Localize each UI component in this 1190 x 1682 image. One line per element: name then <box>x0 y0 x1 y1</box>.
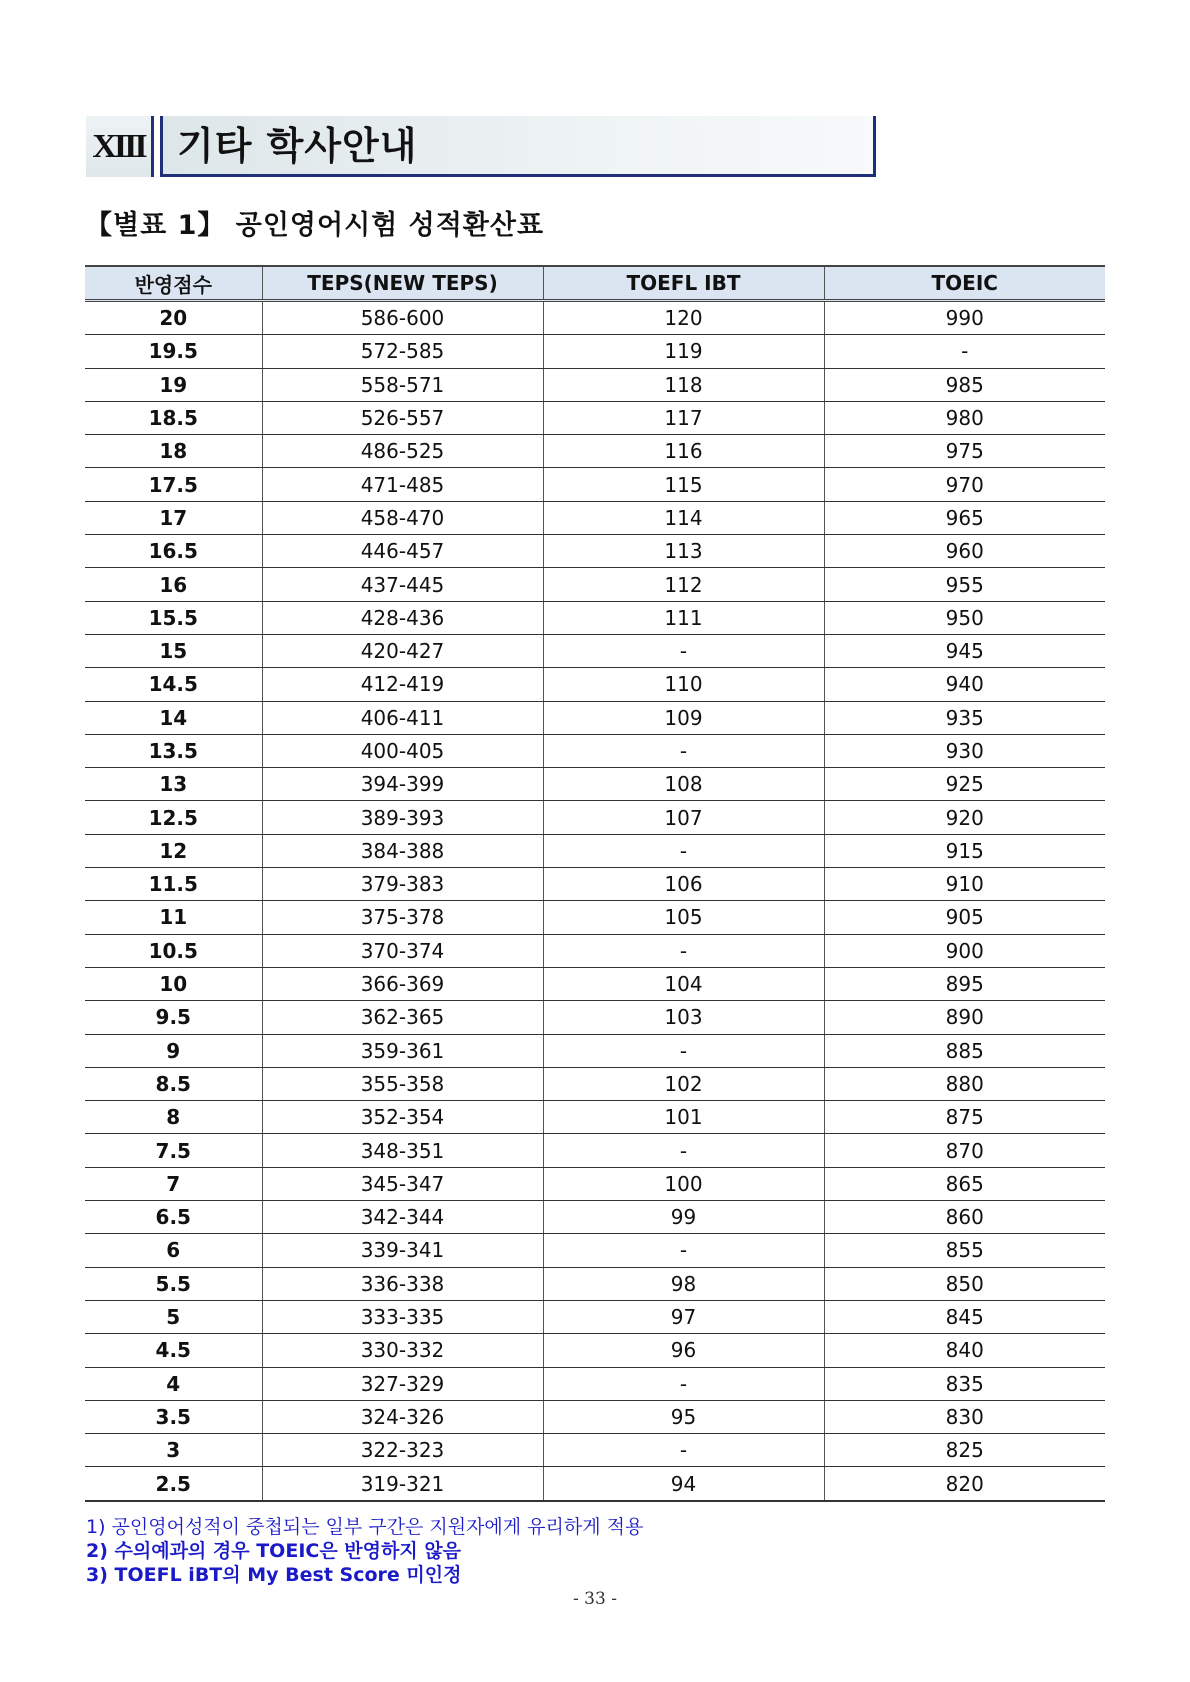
cell-toeic: 880 <box>824 1067 1105 1100</box>
table-row <box>85 868 1105 901</box>
cell-teps: 375-378 <box>262 901 543 934</box>
footnotes <box>86 1515 643 1587</box>
cell-toefl: 113 <box>543 535 824 568</box>
cell-toeic: 930 <box>824 734 1105 767</box>
cell-toeic: - <box>824 335 1105 368</box>
cell-toeic: 830 <box>824 1400 1105 1433</box>
table-row <box>85 1434 1105 1467</box>
table-row <box>85 435 1105 468</box>
cell-score: 18 <box>85 435 262 468</box>
cell-toeic: 825 <box>824 1434 1105 1467</box>
cell-teps: 420-427 <box>262 634 543 667</box>
cell-score: 14.5 <box>85 668 262 701</box>
table-row <box>85 335 1105 368</box>
cell-toefl: 115 <box>543 468 824 501</box>
cell-toefl: - <box>543 1434 824 1467</box>
cell-teps: 319-321 <box>262 1467 543 1501</box>
header-toeic: TOEIC <box>824 266 1105 301</box>
table-row <box>85 1167 1105 1200</box>
cell-score: 4 <box>85 1367 262 1400</box>
table-row <box>85 634 1105 667</box>
cell-toefl: 116 <box>543 435 824 468</box>
cell-toeic: 875 <box>824 1101 1105 1134</box>
cell-score: 18.5 <box>85 401 262 434</box>
table-header-row <box>85 266 1105 301</box>
cell-teps: 406-411 <box>262 701 543 734</box>
cell-toefl: - <box>543 634 824 667</box>
score-conversion-table <box>85 265 1105 1502</box>
table-row <box>85 1067 1105 1100</box>
cell-score: 11 <box>85 901 262 934</box>
table-row <box>85 1400 1105 1433</box>
cell-teps: 359-361 <box>262 1034 543 1067</box>
cell-score: 7.5 <box>85 1134 262 1167</box>
cell-teps: 586-600 <box>262 301 543 335</box>
cell-score: 10.5 <box>85 934 262 967</box>
cell-toefl: 112 <box>543 568 824 601</box>
cell-teps: 339-341 <box>262 1234 543 1267</box>
cell-toefl: 119 <box>543 335 824 368</box>
table-row <box>85 1234 1105 1267</box>
table-row <box>85 967 1105 1000</box>
cell-toeic: 975 <box>824 435 1105 468</box>
cell-toeic: 965 <box>824 501 1105 534</box>
cell-teps: 327-329 <box>262 1367 543 1400</box>
cell-toefl: 117 <box>543 401 824 434</box>
cell-toefl: 104 <box>543 967 824 1000</box>
cell-toeic: 870 <box>824 1134 1105 1167</box>
cell-teps: 446-457 <box>262 535 543 568</box>
table-row <box>85 1300 1105 1333</box>
cell-score: 19 <box>85 368 262 401</box>
table-body <box>85 301 1105 1501</box>
table-row <box>85 401 1105 434</box>
cell-teps: 572-585 <box>262 335 543 368</box>
cell-score: 4.5 <box>85 1334 262 1367</box>
cell-toeic: 935 <box>824 701 1105 734</box>
cell-teps: 336-338 <box>262 1267 543 1300</box>
cell-toeic: 890 <box>824 1001 1105 1034</box>
cell-toefl: 118 <box>543 368 824 401</box>
cell-toeic: 990 <box>824 301 1105 335</box>
cell-teps: 322-323 <box>262 1434 543 1467</box>
cell-score: 16.5 <box>85 535 262 568</box>
chapter-title: 기타 학사안내 <box>177 124 418 168</box>
cell-toefl: - <box>543 834 824 867</box>
cell-teps: 370-374 <box>262 934 543 967</box>
cell-toefl: 108 <box>543 768 824 801</box>
cell-score: 12.5 <box>85 801 262 834</box>
cell-score: 8 <box>85 1101 262 1134</box>
cell-toefl: 107 <box>543 801 824 834</box>
chapter-title-bar <box>160 116 876 177</box>
cell-teps: 384-388 <box>262 834 543 867</box>
table-row <box>85 668 1105 701</box>
chapter-header <box>86 116 876 177</box>
cell-teps: 389-393 <box>262 801 543 834</box>
cell-teps: 486-525 <box>262 435 543 468</box>
cell-teps: 394-399 <box>262 768 543 801</box>
cell-toefl: 120 <box>543 301 824 335</box>
table-row <box>85 801 1105 834</box>
cell-teps: 558-571 <box>262 368 543 401</box>
table-row <box>85 601 1105 634</box>
cell-score: 19.5 <box>85 335 262 368</box>
footnote-2: 2) 수의예과의 경우 TOEIC은 반영하지 않음 <box>86 1540 462 1562</box>
cell-toefl: 95 <box>543 1400 824 1433</box>
cell-teps: 526-557 <box>262 401 543 434</box>
table-row <box>85 734 1105 767</box>
cell-toefl: - <box>543 1134 824 1167</box>
cell-toefl: 97 <box>543 1300 824 1333</box>
cell-score: 15 <box>85 634 262 667</box>
cell-teps: 324-326 <box>262 1400 543 1433</box>
header-score: 반영점수 <box>85 266 262 301</box>
cell-toeic: 960 <box>824 535 1105 568</box>
cell-toeic: 915 <box>824 834 1105 867</box>
cell-teps: 352-354 <box>262 1101 543 1134</box>
cell-teps: 400-405 <box>262 734 543 767</box>
cell-toeic: 955 <box>824 568 1105 601</box>
table-row <box>85 1334 1105 1367</box>
cell-toeic: 910 <box>824 868 1105 901</box>
cell-teps: 345-347 <box>262 1167 543 1200</box>
cell-score: 7 <box>85 1167 262 1200</box>
cell-score: 14 <box>85 701 262 734</box>
cell-toefl: 98 <box>543 1267 824 1300</box>
cell-score: 16 <box>85 568 262 601</box>
cell-toefl: 110 <box>543 668 824 701</box>
table-row <box>85 1467 1105 1501</box>
cell-teps: 366-369 <box>262 967 543 1000</box>
cell-toefl: 114 <box>543 501 824 534</box>
cell-teps: 412-419 <box>262 668 543 701</box>
cell-toeic: 940 <box>824 668 1105 701</box>
footnote-1: 1) 공인영어성적이 중첩되는 일부 구간은 지원자에게 유리하게 적용 <box>86 1516 644 1538</box>
cell-score: 10 <box>85 967 262 1000</box>
cell-score: 17 <box>85 501 262 534</box>
table-row <box>85 301 1105 335</box>
cell-teps: 458-470 <box>262 501 543 534</box>
page-number: - 33 - <box>573 1589 617 1609</box>
cell-toefl: 103 <box>543 1001 824 1034</box>
cell-toefl: - <box>543 1034 824 1067</box>
cell-toefl: - <box>543 934 824 967</box>
cell-toeic: 865 <box>824 1167 1105 1200</box>
table-row <box>85 1267 1105 1300</box>
table-row <box>85 934 1105 967</box>
cell-toeic: 840 <box>824 1334 1105 1367</box>
cell-score: 6 <box>85 1234 262 1267</box>
cell-score: 20 <box>85 301 262 335</box>
chapter-number: XIII <box>86 116 154 177</box>
cell-score: 9 <box>85 1034 262 1067</box>
table-row <box>85 1001 1105 1034</box>
cell-teps: 437-445 <box>262 568 543 601</box>
header-toefl: TOEFL IBT <box>543 266 824 301</box>
table-row <box>85 701 1105 734</box>
cell-toeic: 985 <box>824 368 1105 401</box>
cell-score: 6.5 <box>85 1201 262 1234</box>
cell-toeic: 895 <box>824 967 1105 1000</box>
cell-toeic: 970 <box>824 468 1105 501</box>
cell-score: 8.5 <box>85 1067 262 1100</box>
cell-teps: 379-383 <box>262 868 543 901</box>
table-row <box>85 1201 1105 1234</box>
header-teps: TEPS(NEW TEPS) <box>262 266 543 301</box>
table-row <box>85 501 1105 534</box>
cell-score: 3.5 <box>85 1400 262 1433</box>
table-row <box>85 535 1105 568</box>
cell-teps: 428-436 <box>262 601 543 634</box>
cell-teps: 333-335 <box>262 1300 543 1333</box>
cell-teps: 342-344 <box>262 1201 543 1234</box>
table-row <box>85 1134 1105 1167</box>
cell-toeic: 885 <box>824 1034 1105 1067</box>
cell-score: 11.5 <box>85 868 262 901</box>
cell-toefl: 96 <box>543 1334 824 1367</box>
cell-toeic: 850 <box>824 1267 1105 1300</box>
cell-toeic: 950 <box>824 601 1105 634</box>
cell-score: 15.5 <box>85 601 262 634</box>
cell-toeic: 980 <box>824 401 1105 434</box>
table-row <box>85 768 1105 801</box>
table-title: 【별표 1】 공인영어시험 성적환산표 <box>85 210 545 241</box>
table-row <box>85 1034 1105 1067</box>
table-row <box>85 1101 1105 1134</box>
table-row <box>85 1367 1105 1400</box>
cell-toeic: 900 <box>824 934 1105 967</box>
cell-score: 3 <box>85 1434 262 1467</box>
cell-toeic: 835 <box>824 1367 1105 1400</box>
cell-teps: 471-485 <box>262 468 543 501</box>
table-row <box>85 568 1105 601</box>
cell-toefl: 94 <box>543 1467 824 1501</box>
cell-toefl: 99 <box>543 1201 824 1234</box>
cell-toefl: 100 <box>543 1167 824 1200</box>
cell-teps: 330-332 <box>262 1334 543 1367</box>
cell-toeic: 920 <box>824 801 1105 834</box>
cell-toefl: 105 <box>543 901 824 934</box>
cell-toefl: - <box>543 734 824 767</box>
cell-toefl: - <box>543 1234 824 1267</box>
cell-teps: 355-358 <box>262 1067 543 1100</box>
cell-toeic: 855 <box>824 1234 1105 1267</box>
cell-teps: 362-365 <box>262 1001 543 1034</box>
cell-score: 5.5 <box>85 1267 262 1300</box>
cell-toefl: 101 <box>543 1101 824 1134</box>
cell-toeic: 845 <box>824 1300 1105 1333</box>
cell-toefl: 109 <box>543 701 824 734</box>
cell-toeic: 925 <box>824 768 1105 801</box>
table-row <box>85 834 1105 867</box>
cell-toefl: - <box>543 1367 824 1400</box>
table-row <box>85 901 1105 934</box>
cell-score: 17.5 <box>85 468 262 501</box>
cell-score: 13 <box>85 768 262 801</box>
footnote-3: 3) TOEFL iBT의 My Best Score 미인정 <box>86 1564 462 1586</box>
cell-teps: 348-351 <box>262 1134 543 1167</box>
cell-score: 9.5 <box>85 1001 262 1034</box>
cell-toefl: 102 <box>543 1067 824 1100</box>
cell-toeic: 905 <box>824 901 1105 934</box>
cell-toefl: 106 <box>543 868 824 901</box>
cell-toefl: 111 <box>543 601 824 634</box>
cell-toeic: 860 <box>824 1201 1105 1234</box>
cell-score: 2.5 <box>85 1467 262 1501</box>
table-row <box>85 368 1105 401</box>
cell-score: 12 <box>85 834 262 867</box>
cell-toeic: 820 <box>824 1467 1105 1501</box>
cell-toeic: 945 <box>824 634 1105 667</box>
cell-score: 5 <box>85 1300 262 1333</box>
table-row <box>85 468 1105 501</box>
cell-score: 13.5 <box>85 734 262 767</box>
